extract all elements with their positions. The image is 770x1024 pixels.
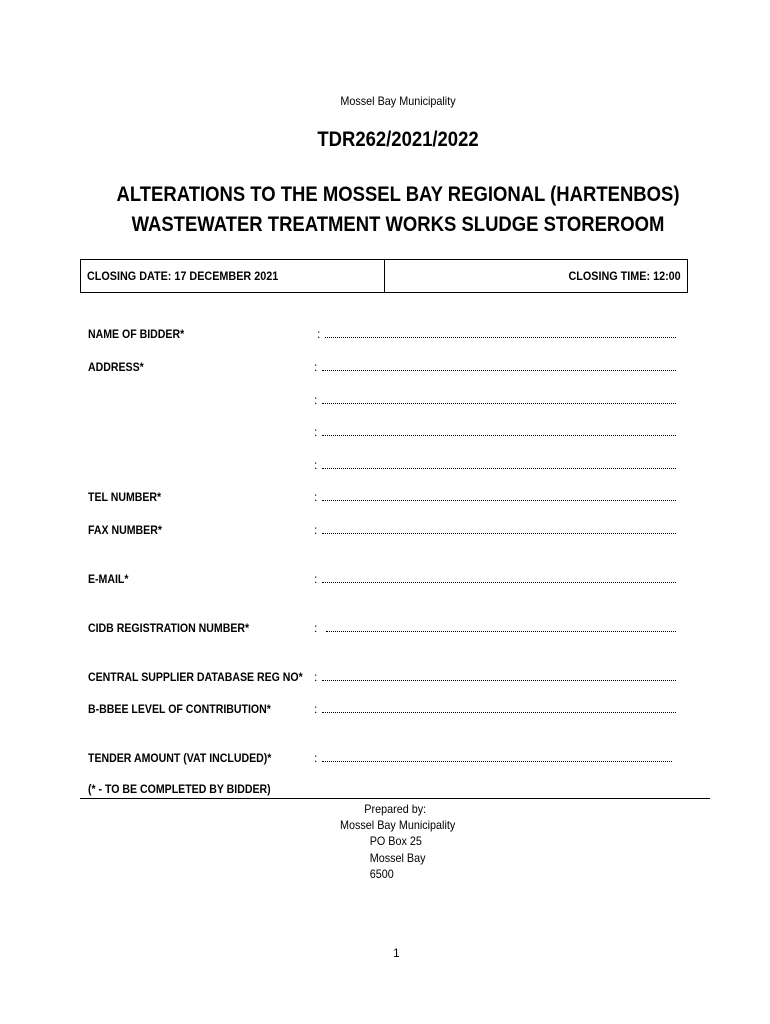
dotted-line [322,712,676,713]
prepared-by-heading: Prepared by: [364,802,427,816]
address-line-4-row [0,458,770,474]
email-field[interactable] [314,572,676,586]
address-line-1-field[interactable] [314,360,676,374]
closing-time: CLOSING TIME: 12:00 [568,269,681,283]
fax-number-row [0,523,770,539]
field-colon: : [314,360,318,374]
tender-amount-field[interactable] [314,751,672,765]
closing-date: CLOSING DATE: 17 DECEMBER 2021 [87,269,279,283]
csd-field[interactable] [314,670,676,684]
cidb-field[interactable] [314,621,676,635]
dotted-line [322,435,676,436]
dotted-line [322,533,676,534]
cidb-row [0,621,770,637]
address-line-3-field[interactable] [314,425,676,439]
dotted-line [322,370,676,371]
bbbee-row [0,702,770,718]
name-of-bidder-row [0,327,770,343]
fax-number-label: FAX NUMBER* [88,523,162,537]
field-colon: : [314,458,318,472]
address-line-2-field[interactable] [314,393,676,407]
tel-number-row [0,490,770,506]
field-colon: : [314,490,318,504]
prepared-by-po-box: PO Box 25 [369,834,422,849]
field-colon: : [314,523,318,537]
bbbee-field[interactable] [314,702,676,716]
csd-label: CENTRAL SUPPLIER DATABASE REG NO* [88,670,303,684]
address-line-3-row [0,425,770,441]
email-label: E-MAIL* [88,572,129,586]
field-colon: : [314,670,318,684]
tender-amount-label: TENDER AMOUNT (VAT INCLUDED)* [88,751,272,765]
dotted-line [322,680,676,681]
address-line-2-row [0,393,770,409]
title-line-2: WASTEWATER TREATMENT WORKS SLUDGE STOREROOM [131,213,665,236]
prepared-by-org: Mossel Bay Municipality [340,818,456,833]
address-label: ADDRESS* [88,360,144,374]
email-row [0,572,770,588]
prepared-by-block [340,801,455,882]
closing-info-table [80,259,688,293]
tel-number-field[interactable] [314,490,676,504]
dotted-line [326,631,676,632]
field-colon: : [317,327,321,341]
closing-date-cell [81,260,385,292]
dotted-line [325,337,676,338]
dotted-line [322,761,672,762]
tender-amount-row [0,751,770,767]
cidb-label: CIDB REGISTRATION NUMBER* [88,621,250,635]
tender-number: TDR262/2021/2022 [317,128,479,151]
name-of-bidder-field[interactable] [317,327,676,341]
horizontal-rule [80,798,710,799]
prepared-by-postal-code: 6500 [369,866,394,881]
address-line-4-field[interactable] [314,458,676,472]
page-number: 1 [393,946,400,960]
completion-footnote: (* - TO BE COMPLETED BY BIDDER) [88,782,271,796]
bbbee-label: B-BBEE LEVEL OF CONTRIBUTION* [88,702,271,716]
csd-row [0,670,770,686]
field-colon: : [314,425,318,439]
header-organization: Mossel Bay Municipality [340,94,456,108]
title-line-1: ALTERATIONS TO THE MOSSEL BAY REGIONAL (HARTENBOS) [116,183,680,206]
dotted-line [322,500,676,501]
closing-time-cell [385,260,688,292]
field-colon: : [314,393,318,407]
field-colon: : [314,751,318,765]
fax-number-field[interactable] [314,523,676,537]
name-of-bidder-label: NAME OF BIDDER* [88,327,185,341]
dotted-line [322,468,676,469]
prepared-by-town: Mossel Bay [369,850,426,865]
address-row [0,360,770,376]
field-colon: : [314,702,318,716]
dotted-line [322,582,676,583]
field-colon: : [314,572,318,586]
dotted-line [322,403,676,404]
tel-number-label: TEL NUMBER* [88,490,162,504]
document-title [48,180,748,240]
field-colon: : [314,621,318,635]
